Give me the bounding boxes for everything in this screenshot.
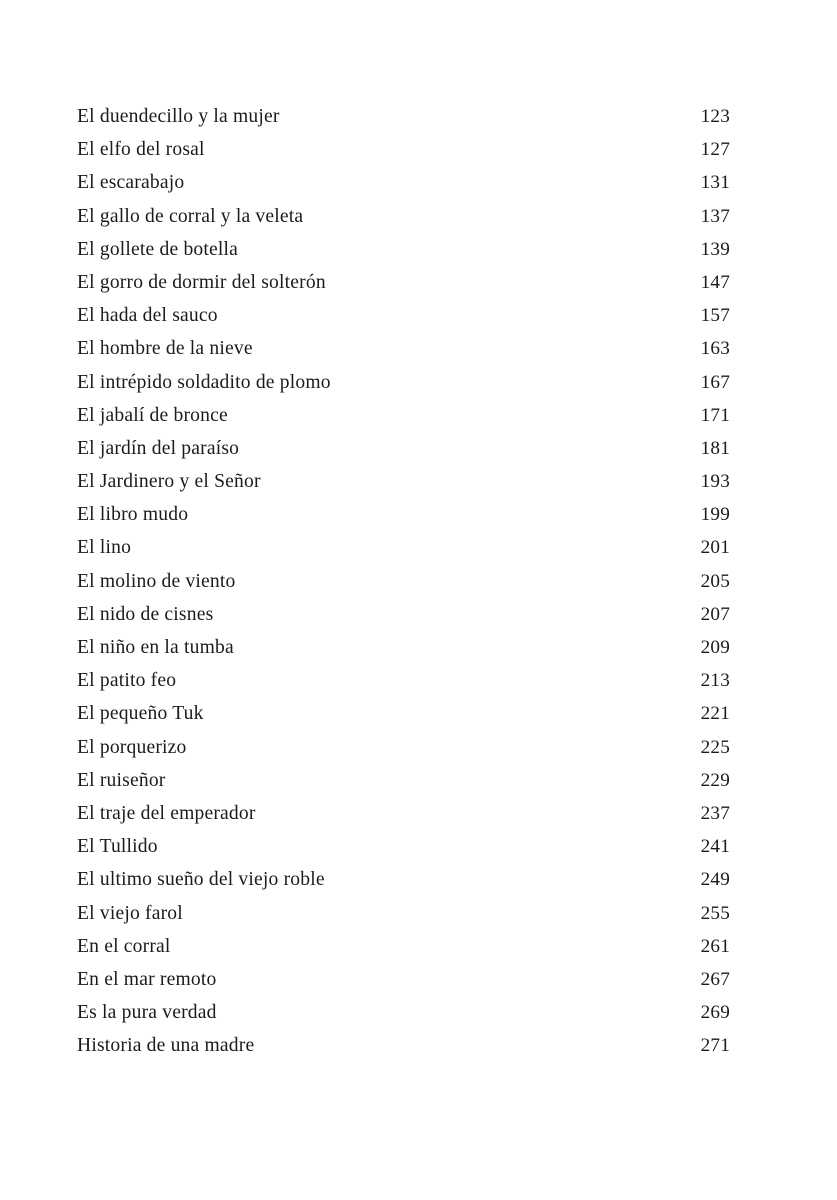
toc-entry-title: El elfo del rosal — [77, 139, 205, 161]
toc-entry-page-number: 167 — [700, 371, 730, 393]
toc-entry-page-number: 209 — [700, 637, 730, 658]
toc-entry[interactable] — [77, 332, 730, 365]
toc-entry-title: El Tullido — [77, 836, 158, 858]
toc-entry-page-number: 271 — [700, 1035, 730, 1057]
toc-entry[interactable] — [77, 764, 730, 797]
toc-entry-page-number: 131 — [700, 172, 730, 194]
toc-entry-title: El niño en la tumba — [77, 637, 234, 658]
toc-entry[interactable] — [77, 100, 730, 133]
toc-entry-page-number: 193 — [700, 471, 730, 493]
toc-entry-page-number: 267 — [700, 968, 730, 990]
toc-entry-title: El hombre de la nieve — [77, 338, 253, 360]
toc-entry-title: El ruiseñor — [77, 769, 166, 791]
toc-entry-title: El libro mudo — [77, 504, 189, 526]
toc-entry-page-number: 205 — [700, 570, 730, 592]
toc-entry-page-number: 137 — [700, 205, 730, 227]
toc-entry-page-number: 269 — [700, 1002, 730, 1024]
toc-entry-title: El Jardinero y el Señor — [77, 471, 261, 493]
toc-entry-title: En el mar remoto — [77, 968, 217, 990]
toc-entry[interactable] — [77, 498, 730, 531]
toc-entry[interactable] — [77, 830, 730, 863]
table-of-contents — [77, 100, 730, 1062]
toc-entry-title: El duendecillo y la mujer — [77, 106, 280, 127]
toc-entry-page-number: 225 — [700, 736, 730, 758]
toc-entry[interactable] — [77, 664, 730, 697]
toc-entry-title: El traje del emperador — [77, 802, 256, 824]
toc-entry-page-number: 123 — [700, 106, 730, 127]
toc-entry[interactable] — [77, 565, 730, 598]
toc-entry-title: El porquerizo — [77, 736, 187, 758]
toc-entry-page-number: 249 — [700, 869, 730, 891]
toc-entry[interactable] — [77, 897, 730, 930]
toc-entry[interactable] — [77, 432, 730, 465]
toc-entry[interactable] — [77, 399, 730, 432]
toc-entry[interactable] — [77, 731, 730, 764]
toc-entry-page-number: 207 — [700, 603, 730, 625]
toc-entry-page-number: 237 — [700, 802, 730, 824]
toc-entry-title: El viejo farol — [77, 902, 183, 924]
toc-entry[interactable] — [77, 797, 730, 830]
toc-entry-title: El jabalí de bronce — [77, 404, 228, 426]
toc-entry[interactable] — [77, 266, 730, 299]
toc-entry-title: Historia de una madre — [77, 1035, 255, 1057]
toc-entry-title: El molino de viento — [77, 570, 236, 592]
toc-entry-title: El pequeño Tuk — [77, 703, 204, 725]
toc-entry-title: El gorro de dormir del solterón — [77, 271, 326, 293]
toc-entry-title: El patito feo — [77, 670, 177, 692]
toc-entry-page-number: 147 — [700, 271, 730, 293]
toc-entry-page-number: 255 — [700, 902, 730, 924]
toc-entry[interactable] — [77, 133, 730, 166]
toc-entry-title: El escarabajo — [77, 172, 185, 194]
toc-entry[interactable] — [77, 697, 730, 730]
toc-entry-title: El hada del sauco — [77, 305, 218, 327]
toc-entry-page-number: 171 — [700, 404, 730, 426]
toc-entry-page-number: 157 — [700, 305, 730, 327]
toc-entry[interactable] — [77, 1029, 730, 1062]
toc-entry-title: En el corral — [77, 935, 171, 957]
toc-entry[interactable] — [77, 366, 730, 399]
toc-entry-page-number: 221 — [700, 703, 730, 725]
toc-entry-title: El intrépido soldadito de plomo — [77, 371, 331, 393]
toc-entry-page-number: 201 — [700, 537, 730, 559]
toc-entry[interactable] — [77, 930, 730, 963]
toc-entry[interactable] — [77, 996, 730, 1029]
toc-entry-title: El lino — [77, 537, 132, 559]
toc-entry-page-number: 241 — [700, 836, 730, 858]
toc-entry[interactable] — [77, 531, 730, 564]
toc-entry-page-number: 213 — [700, 670, 730, 692]
toc-entry[interactable] — [77, 465, 730, 498]
toc-entry-title: El ultimo sueño del viejo roble — [77, 869, 325, 891]
toc-entry[interactable] — [77, 963, 730, 996]
toc-entry-page-number: 127 — [700, 139, 730, 161]
toc-entry-title: El gallo de corral y la veleta — [77, 205, 304, 227]
toc-entry[interactable] — [77, 598, 730, 631]
toc-entry[interactable] — [77, 863, 730, 896]
toc-entry-page-number: 261 — [700, 935, 730, 957]
toc-entry-title: Es la pura verdad — [77, 1002, 217, 1024]
toc-entry-page-number: 181 — [700, 437, 730, 459]
toc-entry[interactable] — [77, 631, 730, 664]
toc-entry[interactable] — [77, 166, 730, 199]
toc-entry-page-number: 229 — [700, 769, 730, 791]
toc-entry-title: El nido de cisnes — [77, 603, 214, 625]
toc-entry[interactable] — [77, 200, 730, 233]
toc-entry-page-number: 199 — [700, 504, 730, 526]
toc-entry[interactable] — [77, 299, 730, 332]
toc-entry-page-number: 163 — [700, 338, 730, 360]
toc-entry[interactable] — [77, 233, 730, 266]
toc-entry-title: El jardín del paraíso — [77, 437, 240, 459]
toc-entry-page-number: 139 — [700, 238, 730, 260]
toc-entry-title: El gollete de botella — [77, 238, 239, 260]
